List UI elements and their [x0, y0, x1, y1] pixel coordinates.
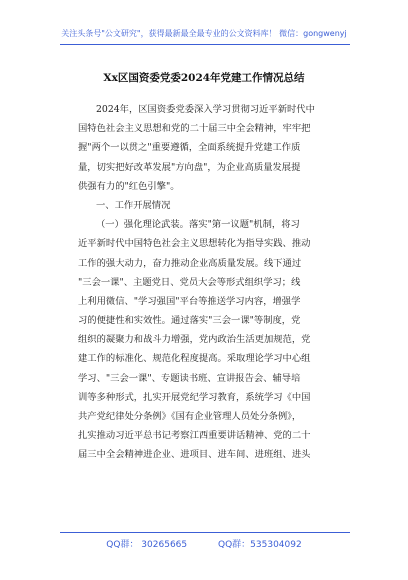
text-line: "三会一课"、主题党日、党员大会等形式组织学习；线: [78, 276, 301, 288]
footer-qq-group-2: QQ群：535304092: [218, 540, 302, 550]
text-line: 学习、"三会一课"、专题读书班、宣讲报告会、辅导培: [78, 372, 301, 384]
document-body: [78, 100, 332, 465]
text-line: 届三中全会精神进企业、进项目、进车间、进班组、进头: [78, 449, 311, 461]
text-line: 共产党纪律处分条例》《国有企业管理人员处分条例》，: [78, 411, 302, 422]
heading-line: 一、工作开展情况: [96, 199, 171, 211]
header-divider: [60, 44, 350, 45]
footer-qq-group-1: QQ群： 30265665: [106, 540, 188, 550]
footer-contacts: [0, 537, 408, 550]
text-line: （一）强化理论武装。落实"第一议题"机制，将习: [96, 219, 300, 231]
document-title: Xx区国资委党委2024年党建工作情况总结: [103, 72, 305, 84]
paragraph-theory: [78, 215, 332, 464]
text-line: 习的便捷性和实效性。通过落实"三会一课"等制度，党: [78, 315, 301, 327]
text-line: 握"两个一以贯之"重要遵循，全面系统提升党建工作质: [78, 142, 301, 154]
text-line: 建工作的标准化、规范化程度提高。采取理论学习中心组: [78, 353, 311, 365]
text-line: 2024年，区国资委党委深入学习贯彻习近平新时代中: [96, 104, 315, 115]
text-line: 工作的强大动力，奋力推动企业高质量发展。线下通过: [78, 257, 302, 269]
text-line: 扎实推动习近平总书记考察江西重要讲话精神、党的二十: [78, 430, 311, 442]
text-line: 量，切实把好改革发展"方向盘"，为企业高质量发展提: [78, 161, 301, 173]
text-line: 近平新时代中国特色社会主义思想转化为指导实践、推动: [78, 238, 311, 250]
text-line: 上利用微信、"学习强国"平台等推送学习内容，增强学: [78, 295, 301, 307]
text-line: 组织的凝聚力和战斗力增强，党内政治生活更加规范，党: [78, 334, 311, 346]
text-line: 国特色社会主义思想和党的二十届三中全会精神，牢牢把: [78, 123, 311, 135]
section-heading: [78, 196, 332, 215]
text-line: 训等多种形式，扎实开展党纪学习教育，系统学习《中国: [78, 391, 311, 403]
paragraph-intro: [78, 100, 332, 196]
footer-divider: [60, 532, 350, 533]
text-line: 供强有力的"红色引擎"。: [78, 180, 180, 192]
header-promo-note: 关注头条号"公文研究"，获得最新最全最专业的公文资料库！ 微信：gongwenyj: [61, 29, 347, 38]
